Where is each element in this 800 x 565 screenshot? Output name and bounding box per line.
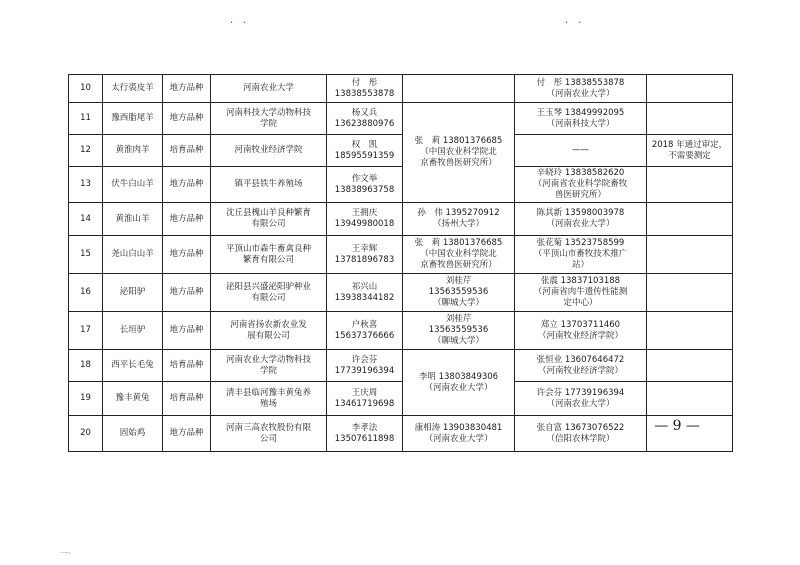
cell-breed-name: 西平长毛兔 (103, 350, 163, 382)
table-row (69, 75, 733, 103)
cell-owner: 祁兴山 13938344182 (327, 274, 403, 312)
cell-unit: 河南省扬农新农业发 展有限公司 (211, 312, 327, 350)
cell-note (647, 203, 733, 236)
cell-no: 17 (69, 312, 103, 350)
cell-note (647, 103, 733, 135)
cell-no: 13 (69, 167, 103, 203)
cell-note (647, 167, 733, 203)
cell-note (647, 75, 733, 103)
cell-owner: 王幸辉 13781896783 (327, 236, 403, 274)
cell-note (647, 350, 733, 382)
scan-mark-top-right: · · (565, 18, 582, 29)
cell-expert: 张恒业 13607646472 （河南牧业经济学院） (515, 350, 647, 382)
cell-owner: 付 彤 13838553878 (327, 75, 403, 103)
cell-note (647, 382, 733, 416)
cell-category: 培育品种 (163, 135, 211, 167)
cell-no: 11 (69, 103, 103, 135)
cell-expert: 陈其新 13598003978 （河南农业大学） (515, 203, 647, 236)
cell-owner: 户秋喜 15637376666 (327, 312, 403, 350)
cell-note (647, 236, 733, 274)
table-row (69, 135, 733, 167)
cell-breed-name: 伏牛白山羊 (103, 167, 163, 203)
cell-category: 地方品种 (163, 416, 211, 452)
cell-mid-group: 李明 13803849306 （河南农业大学） (403, 350, 515, 416)
cell-category: 地方品种 (163, 203, 211, 236)
cell-category: 地方品种 (163, 103, 211, 135)
cell-expert: 辛晓玲 13838582620 （河南省农业科学院畜牧 兽医研究所） (515, 167, 647, 203)
cell-breed-name: 泌阳驴 (103, 274, 163, 312)
cell-expert: 王玉琴 13849992095 （河南科技大学） (515, 103, 647, 135)
cell-category: 培育品种 (163, 350, 211, 382)
cell-owner: 作文举 13838963758 (327, 167, 403, 203)
cell-unit: 河南农业大学 (211, 75, 327, 103)
cell-unit: 平顶山市森牛畜禽良种 繁育有限公司 (211, 236, 327, 274)
cell-no: 14 (69, 203, 103, 236)
table-row (69, 350, 733, 382)
cell-mid-group: 张 莉 13801376685 （中国农业科学院北 京畜牧兽医研究所） (403, 103, 515, 203)
cell-unit: 沈丘县槐山羊良种繁育 有限公司 (211, 203, 327, 236)
cell-mid-group: 康相涛 13903830481 （河南农业大学） (403, 416, 515, 452)
scan-mark-bottom-left: 一· (60, 549, 71, 558)
table-row (69, 236, 733, 274)
cell-no: 10 (69, 75, 103, 103)
cell-no: 16 (69, 274, 103, 312)
cell-unit: 河南三高农牧股份有限 公司 (211, 416, 327, 452)
cell-owner: 王拥庆 13949980018 (327, 203, 403, 236)
table-row (69, 416, 733, 452)
cell-expert: 张自富 13673076522 （信阳农林学院） (515, 416, 647, 452)
cell-note (647, 274, 733, 312)
cell-owner: 许会芬 17739196394 (327, 350, 403, 382)
table-row (69, 103, 733, 135)
cell-expert: 张花菊 13523758599 （平顶山市畜牧技术推广 站） (515, 236, 647, 274)
cell-unit: 泌阳县兴盛泌阳驴种业 有限公司 (211, 274, 327, 312)
cell-no: 18 (69, 350, 103, 382)
cell-mid-group: 张 莉 13801376685 （中国农业科学院北 京畜牧兽医研究所） (403, 236, 515, 274)
cell-unit: 河南科技大学动物科技 学院 (211, 103, 327, 135)
cell-expert: 许会芬 17739196394 （河南农业大学） (515, 382, 647, 416)
cell-category: 地方品种 (163, 274, 211, 312)
cell-mid-group: 孙 伟 1395270912 （扬州大学） (403, 203, 515, 236)
table-row (69, 382, 733, 416)
cell-expert: 郑立 13703711460 （河南牧业经济学院） (515, 312, 647, 350)
cell-note: 2018 年通过审定， 不需要测定 (647, 135, 733, 167)
cell-category: 地方品种 (163, 236, 211, 274)
table-row (69, 203, 733, 236)
cell-unit: 镇平县铁牛养殖场 (211, 167, 327, 203)
cell-no: 19 (69, 382, 103, 416)
cell-category: 地方品种 (163, 312, 211, 350)
table-row (69, 312, 733, 350)
cell-category: 地方品种 (163, 75, 211, 103)
cell-owner: 杨又兵 13623880976 (327, 103, 403, 135)
cell-owner: 权 凯 18595591359 (327, 135, 403, 167)
cell-category: 地方品种 (163, 167, 211, 203)
page-number: — 9 — (654, 418, 700, 434)
cell-breed-name: 太行裘皮羊 (103, 75, 163, 103)
cell-mid-group: 刘桂芹 13563559536 （聊城大学） (403, 274, 515, 312)
cell-no: 15 (69, 236, 103, 274)
scan-mark-top-left: · · (230, 18, 247, 29)
cell-mid-group: 刘桂芹 13563559536 （聊城大学） (403, 312, 515, 350)
cell-breed-name: 豫西脂尾羊 (103, 103, 163, 135)
cell-unit: 清丰县临河豫丰黄兔养 殖场 (211, 382, 327, 416)
cell-unit: 河南农业大学动物科技 学院 (211, 350, 327, 382)
cell-note (647, 312, 733, 350)
table-row (69, 274, 733, 312)
cell-expert: 张震 13837103188 （河南省肉牛遗传性能测 定中心） (515, 274, 647, 312)
table-row (69, 167, 733, 203)
cell-breed-name: 黄淮山羊 (103, 203, 163, 236)
cell-breed-name: 固始鸡 (103, 416, 163, 452)
cell-breed-name: 豫丰黄兔 (103, 382, 163, 416)
cell-breed-name: 尧山白山羊 (103, 236, 163, 274)
cell-unit: 河南牧业经济学院 (211, 135, 327, 167)
cell-breed-name: 长垣驴 (103, 312, 163, 350)
cell-no: 20 (69, 416, 103, 452)
cell-breed-name: 黄淮肉羊 (103, 135, 163, 167)
breed-table (68, 74, 733, 452)
cell-owner: 李孝法 13507611898 (327, 416, 403, 452)
cell-expert: 付 彤 13838553878 （河南农业大学） (515, 75, 647, 103)
cell-mid-blank (403, 75, 515, 103)
cell-no: 12 (69, 135, 103, 167)
cell-category: 培育品种 (163, 382, 211, 416)
cell-owner: 王庆周 13461719698 (327, 382, 403, 416)
cell-expert: —— (515, 135, 647, 167)
